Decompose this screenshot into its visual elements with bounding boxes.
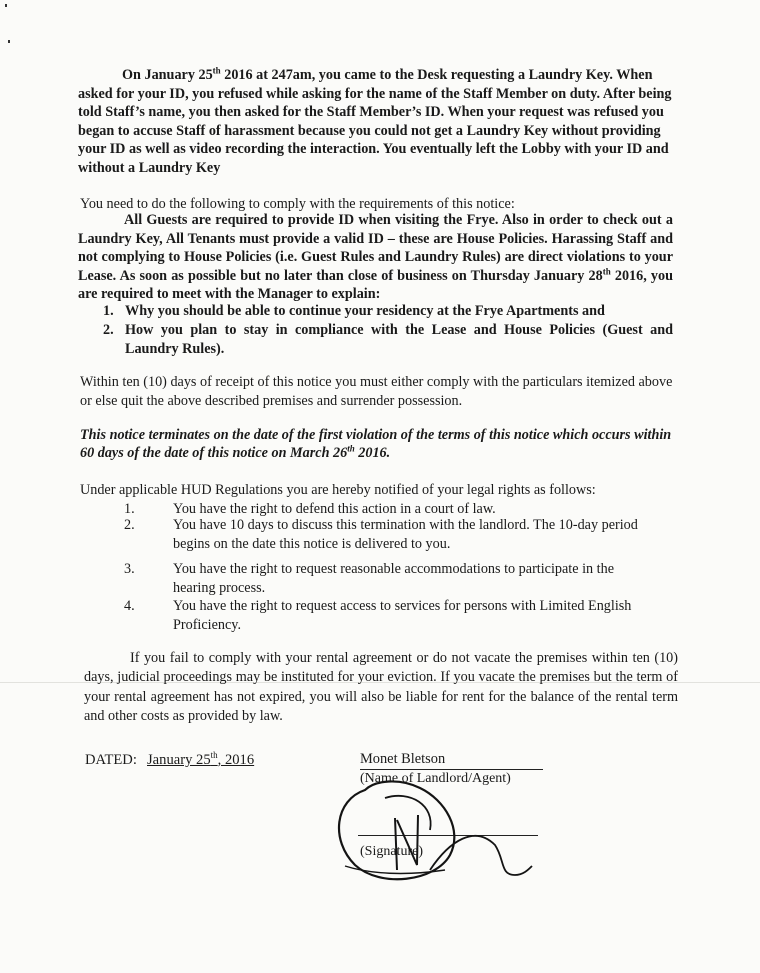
termination-text: This notice terminates on the date of the first violation of the terms of this notice which occurs within 60 days of the date of this notice on March 26	[80, 427, 672, 462]
closing-paragraph: If you fail to comply with your rental agreement or do not vacate the premises within ten (10) days, judicial proceedings may be instituted for your eviction. If you vacate the premises but the term of your rental agreement has not expired, you will also be liable for rent for the balance of the rental term and other costs as provided by law.	[84, 650, 678, 725]
rights-item-text: You have the right to request access to services for persons with Limited English Proficiency.	[173, 598, 632, 633]
incident-date-suffix: th	[212, 65, 221, 76]
dated-value	[147, 752, 254, 769]
comply-date-suffix: th	[602, 266, 611, 277]
comply-body	[78, 211, 673, 304]
agent-name: Monet Bletson	[360, 751, 543, 770]
termination-text-tail: 2016.	[354, 445, 391, 462]
rights-heading: Under applicable HUD Regulations you are hereby notified of your legal rights as follows:	[80, 482, 596, 498]
dated-value-lead: January 25	[147, 752, 211, 768]
rights-item-number: 1.	[124, 501, 135, 517]
comply-body-text: All Guests are required to provide ID when visiting the Frye. Also in order to check out a Laundry Key, All Tenants must provide a valid ID – these are House Policies. Harassing Staff and not complying to House Policies (i.e. Guest Rules and Laundry Rules) are direct violations to your Lease. As soon as possible but no later than close of business on Thursday January 28	[78, 212, 673, 284]
scan-speck	[8, 40, 10, 43]
comply-item-text: How you plan to stay in compliance with the Lease and House Policies (Guest and Laundry Rules).	[125, 322, 673, 357]
dated-value-tail: , 2016	[217, 752, 255, 768]
termination-notice	[80, 426, 678, 463]
termination-date-suffix: th	[347, 443, 355, 454]
rights-item-text: You have 10 days to discuss this termination with the landlord. The 10-day period begins on the date this notice is delivered to you.	[173, 517, 638, 552]
rights-item-number: 3.	[124, 561, 135, 577]
comply-body-tail: 2016, you are required to meet with the Manager to explain:	[78, 267, 674, 303]
rights-item-text: You have the right to defend this action in a court of law.	[173, 501, 496, 517]
comply-deadline-paragraph: Within ten (10) days of receipt of this notice you must either comply with the particulars itemized above or else quit the above described premises and surrender possession.	[80, 374, 673, 409]
dated-value-suffix: th	[210, 750, 218, 761]
signature-caption: (Signature)	[360, 844, 423, 859]
rights-item-number: 4.	[124, 598, 135, 614]
incident-paragraph	[78, 66, 673, 178]
comply-item-text: Why you should be able to continue your residency at the Frye Apartments and	[125, 303, 605, 319]
dated-label: DATED:	[85, 752, 137, 768]
handwritten-signature	[325, 770, 535, 890]
comply-item-number: 2.	[103, 322, 114, 338]
incident-description: 2016 at 247am, you came to the Desk requesting a Laundry Key. When asked for your ID, you refused while asking for the name of the Staff Member on duty. After being told Staff’s name, you then asked for the Staff Member’s ID. When your request was refused you began to accuse Staff of harassment because you could not get a Laundry Key without providing your ID as well as video recording the interaction. You eventually left the Lobby with your ID and without a Laundry Key	[78, 67, 672, 176]
rights-item-number: 2.	[124, 517, 135, 533]
scan-speck	[5, 4, 7, 7]
agent-caption: (Name of Landlord/Agent)	[360, 771, 511, 786]
rights-item-text: You have the right to request reasonable accommodations to participate in the hearing process.	[173, 561, 615, 596]
comply-heading: You need to do the following to comply with the requirements of this notice:	[80, 196, 515, 212]
comply-item-number: 1.	[103, 303, 114, 319]
incident-date-lead: On January 25	[122, 67, 213, 83]
